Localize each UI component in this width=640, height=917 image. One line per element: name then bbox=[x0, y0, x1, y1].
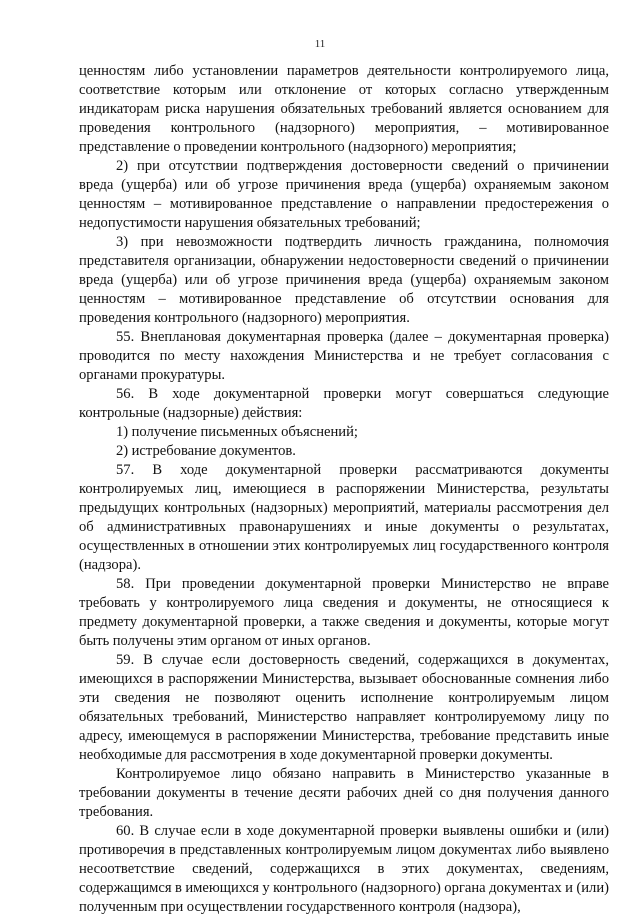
paragraph-58: 58. При проведении документарной проверки Министерство не вправе требовать у контролируемого лица сведения и документы, не относящиеся к предмету документарной проверки, а также сведения и документы, которые могут быть получены этим органом от иных органов. bbox=[79, 576, 609, 649]
paragraph-56: 56. В ходе документарной проверки могут совершаться следующие контрольные (надзорные) действия: bbox=[79, 386, 609, 421]
paragraph-57: 57. В ходе документарной проверки рассматриваются документы контролируемых лиц, имеющиеся в распоряжении Министерства, результаты предыдущих контрольных (надзорных) мероприятий, материалы рассмотрения дел об административных правонарушениях и иные документы о результатах, осуществленных в отношении этих контролируемых лиц государственного контроля (надзора). bbox=[79, 462, 609, 573]
paragraph-56-item-1: 1) получение письменных объяснений; bbox=[116, 424, 358, 440]
document-body bbox=[79, 62, 609, 917]
paragraph-continuation: ценностям либо установлении параметров деятельности контролируемого лица, соответствие которым или отклонение от которых согласно утвержденным индикаторам риска нарушения обязательных требований является основанием для проведения контрольного (надзорного) мероприятия, – мотивированное представление о проведении контрольного (надзорного) мероприятия; bbox=[79, 63, 609, 155]
paragraph-59: 59. В случае если достоверность сведений, содержащихся в документах, имеющихся в распоряжении Министерства, вызывает обоснованные сомнения либо эти сведения не позволяют оценить исполнение контролируемым лицом обязательных требований, Министерство направляет контролируемому лицу по адресу, имеющемуся в распоряжении Министерства, требование представить иные необходимые для рассмотрения в ходе документарной проверки документы. bbox=[79, 652, 609, 763]
page-number: 11 bbox=[314, 38, 326, 50]
paragraph-item-2: 2) при отсутствии подтверждения достоверности сведений о причинении вреда (ущерба) или об угрозе причинения вреда (ущерба) охраняемым законом ценностям – мотивированное представление о направлении предостережения о недопустимости нарушения обязательных требований; bbox=[79, 158, 609, 231]
paragraph-item-3: 3) при невозможности подтвердить личность гражданина, полномочия представителя организации, обнаружении недостоверности сведений о причинении вреда (ущерба) или об угрозе причинения вреда (ущерба) охраняемым законом ценностям – мотивированное представление об отсутствии основания для проведения контрольного (надзорного) мероприятия. bbox=[79, 234, 609, 326]
paragraph-60: 60. В случае если в ходе документарной проверки выявлены ошибки и (или) противоречия в представленных контролируемым лицом документах либо выявлено несоответствие сведений, содержащихся в этих документах, сведениям, содержащимся в имеющихся у контрольного (надзорного) органа документах и (или) полученным при осуществлении государственного контроля (надзора), bbox=[79, 823, 609, 915]
paragraph-55: 55. Внеплановая документарная проверка (далее – документарная проверка) проводится по месту нахождения Министерства и не требует согласования с органами прокуратуры. bbox=[79, 329, 609, 383]
paragraph-59-continued: Контролируемое лицо обязано направить в Министерство указанные в требовании документы в течение десяти рабочих дней со дня получения данного требования. bbox=[79, 766, 609, 820]
paragraph-56-item-2: 2) истребование документов. bbox=[116, 443, 296, 459]
